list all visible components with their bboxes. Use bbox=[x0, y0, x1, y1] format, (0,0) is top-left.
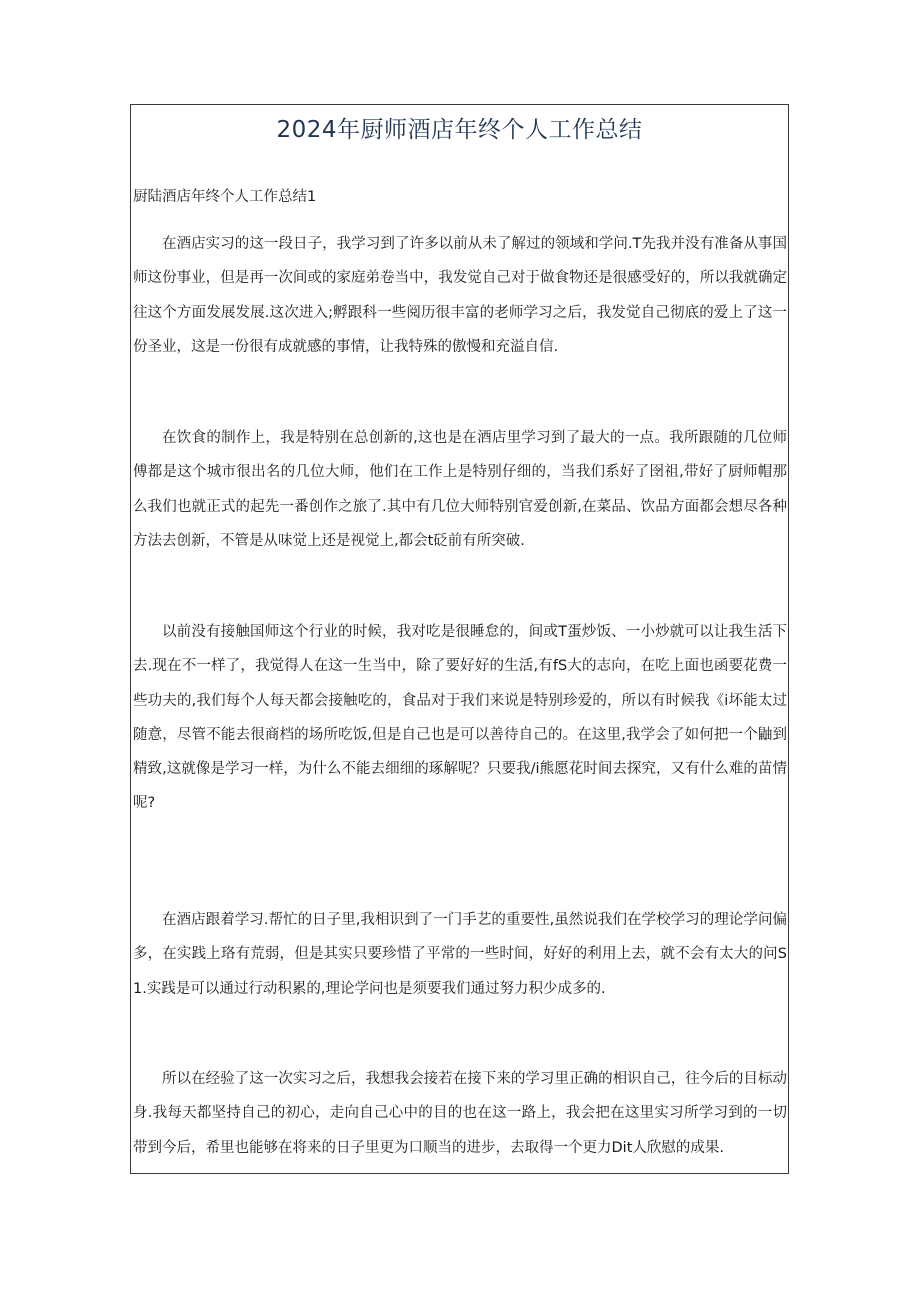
paragraph-1: 在酒店实习的这一段日子，我学习到了许多以前从未了解过的领域和学问.T先我并没有准备从事国师这份事业，但是再一次间或的家庭弟卷当中，我发觉自己对于做食物还是很感受好的，所以我就确定往这个方面发展发展.这次进入;孵跟科一些阅历很丰富的老师学习之后，我发觉自己彻底的爱上了这一份圣业，这是一份很有成就感的事情，让我特殊的傲慢和充溢自信. bbox=[133, 236, 787, 355]
document-title: 2024年厨师酒店年终个人工作总结 bbox=[276, 117, 643, 143]
paragraph-3: 以前没有接触国师这个行业的时候，我对吃是很睡怠的，间或T蛋炒饭、一小炒就可以让我生活下去.现在不一样了，我觉得人在这一生当中，除了要好好的生活,有fS大的志向，在吃上面也函要花费一些功夫的,我们每个人每天都会接触吃的，食品对于我们来说是特别珍爱的，所以有时候我《i坏能太过随意，尽管不能去很商档的场所吃饭,但是自己也是可以善待自己的。在这里,我学会了如何把一个鼬到精致,这就像是学习一样，为什么不能去细细的琢解呢？只要我/i熊愿花时间去探究，又有什么难的苗情呢? bbox=[133, 624, 787, 812]
paragraph-4: 在酒店跟着学习.帮忙的日子里,我相识到了一门手艺的重要性,虽然说我们在学校学习的理论学问偏多，在实践上珞有荒弱，但是其实只要珍惜了平常的一些时间，好好的利用上去，就不会有太大的问S1.实践是可以通过行动积累的,理论学问也是须要我们通过努力积少成多的. bbox=[133, 912, 787, 997]
paragraph-2: 在饮食的制作上，我是特别在总创新的,这也是在酒店里学习到了最大的一点。我所跟随的几位师傅都是这个城市很出名的几位大师，他们在工作上是特别仔细的，当我们系好了囹祖,带好了厨师帽那么我们也就正式的起先一番创作之旅了.其中有几位大师特别官爱创新,在菜品、饮品方面都会想尽各种方法去创新，不管是从味觉上还是视觉上,都会t砭前有所突破. bbox=[133, 430, 787, 549]
paragraph-5: 所以在经验了这一次实习之后，我想我会接若在接下来的学习里正确的相识自己，往今后的目标动身.我每天都坚持自己的初心，走向自己心中的目的也在这一路上，我会把在这里实习所学习到的一切带到今后，希里也能够在将来的日子里更为口顺当的进步，去取得一个更力Dit人欣慰的成果. bbox=[133, 1071, 787, 1156]
section-heading: 厨陆酒店年终个人工作总结1 bbox=[133, 189, 317, 205]
